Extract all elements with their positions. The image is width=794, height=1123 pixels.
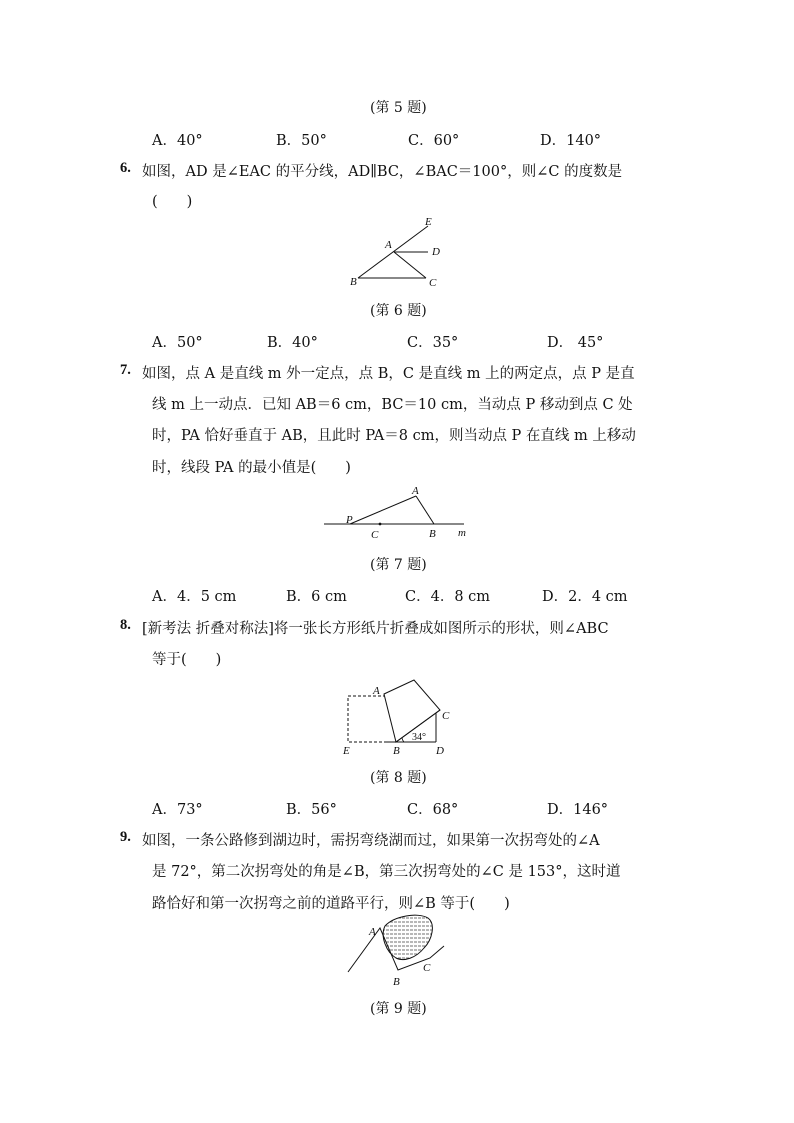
q8-label-a: A xyxy=(373,685,380,697)
q9-text-line3: 路恰好和第一次拐弯之前的道路平行，则∠B 等于( ) xyxy=(152,896,510,912)
q8-caption: (第 8 题) xyxy=(370,770,427,786)
q6-label-c: C xyxy=(429,277,437,289)
q8-text-line1: [新考法 折叠对称法]将一张长方形纸片折叠成如图所示的形状，则∠ABC xyxy=(142,621,609,637)
q8-label-c: C xyxy=(442,710,450,722)
q6-label-d: D xyxy=(432,246,440,258)
q7-text-line3: 时，PA 恰好垂直于 AB，且此时 PA＝8 cm，则当动点 P 在直线 m 上移动 xyxy=(152,428,636,444)
q9-label-c: C xyxy=(423,962,431,974)
q5-option-b: B．50° xyxy=(276,133,327,149)
q8-option-d: D．146° xyxy=(547,802,609,818)
q7-text-line2: 线 m 上一动点．已知 AB＝6 cm，BC＝10 cm，当动点 P 移动到点 C 处 xyxy=(152,397,633,413)
q9-figure xyxy=(338,912,458,992)
q7-text-line4: 时，线段 PA 的最小值是( ) xyxy=(152,460,351,476)
q7-option-b: B．6 cm xyxy=(286,589,347,605)
q8-figure xyxy=(338,676,458,758)
q7-option-c: C．4．8 cm xyxy=(405,589,491,605)
q7-label-p: P xyxy=(346,514,353,526)
q5-option-d: D．140° xyxy=(540,133,602,149)
q6-label-b: B xyxy=(350,276,357,288)
q8-text-line2: 等于( ) xyxy=(152,652,222,668)
q7-label-a: A xyxy=(412,485,419,497)
q9-label-b: B xyxy=(393,976,400,988)
q6-caption: (第 6 题) xyxy=(370,303,427,319)
q8-angle-label: 34° xyxy=(412,732,426,743)
q7-caption: (第 7 题) xyxy=(370,557,427,573)
q5-caption: (第 5 题) xyxy=(370,100,427,116)
q7-label-c: C xyxy=(371,529,379,541)
q7-label-m: m xyxy=(458,527,466,539)
q6-option-a: A．50° xyxy=(152,335,203,351)
q7-number: 7. xyxy=(120,362,131,378)
q9-number: 9. xyxy=(120,829,131,845)
q9-label-a: A xyxy=(369,926,376,938)
q7-option-a: A．4．5 cm xyxy=(152,589,237,605)
q8-number: 8. xyxy=(120,617,131,633)
q6-text-line2: ( ) xyxy=(152,194,193,210)
q6-option-c: C．35° xyxy=(407,335,459,351)
q5-option-a: A．40° xyxy=(152,133,203,149)
q6-option-b: B．40° xyxy=(267,335,318,351)
q8-label-e: E xyxy=(343,745,350,757)
q9-caption: (第 9 题) xyxy=(370,1001,427,1017)
q6-number: 6. xyxy=(120,160,131,176)
q6-label-e: E xyxy=(425,216,432,228)
q6-label-a: A xyxy=(385,239,392,251)
q7-text-line1: 如图，点 A 是直线 m 外一定点，点 B，C 是直线 m 上的两定点，点 P 是直 xyxy=(142,366,635,382)
q8-label-d: D xyxy=(436,745,444,757)
q8-label-b: B xyxy=(393,745,400,757)
q6-text-line1: 如图，AD 是∠EAC 的平分线，AD∥BC，∠BAC＝100°，则∠C 的度数是 xyxy=(142,164,623,180)
q5-option-c: C．60° xyxy=(408,133,460,149)
q8-option-b: B．56° xyxy=(286,802,337,818)
q7-option-d: D．2．4 cm xyxy=(542,589,628,605)
q6-figure xyxy=(340,212,450,290)
q9-text-line2: 是 72°，第二次拐弯处的角是∠B，第三次拐弯处的∠C 是 153°，这时道 xyxy=(152,864,621,880)
q7-figure xyxy=(318,482,478,542)
q6-option-d: D． 45° xyxy=(547,335,604,351)
q8-option-c: C．68° xyxy=(407,802,459,818)
q9-text-line1: 如图，一条公路修到湖边时，需拐弯绕湖而过，如果第一次拐弯处的∠A xyxy=(142,833,600,849)
q7-label-b: B xyxy=(429,528,436,540)
q8-option-a: A．73° xyxy=(152,802,203,818)
